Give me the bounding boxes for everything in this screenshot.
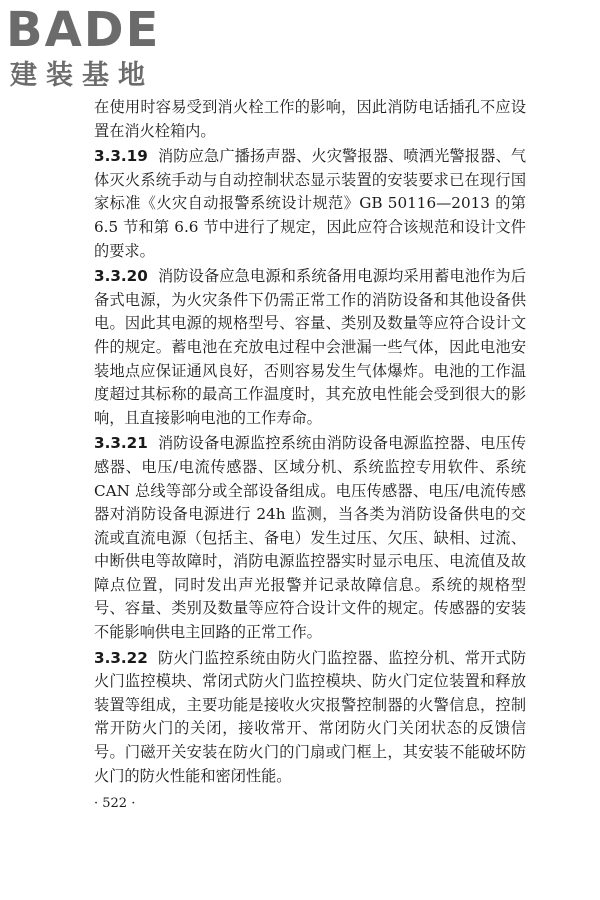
paragraph-text: 消防设备电源监控系统由消防设备电源监控器、电压传感器、电压/电流传感器、区域分机、系统监控专用软件、系统 CAN 总线等部分或全部设备组成。电压传感器、电压/电流传感器对消防设备电源进行 24h 监测，当各类为消防设备供电的交流或直流电源（包括主、备电）发生过压、欠压、缺相、过流、中断供电等故障时，消防电源监控器实时显示电压、电流值及故障点位置，同时发出声光报警并记录故障信息。系统的规格型号、容量、类别及数量等应符合设计文件的规定。传感器的安装不能影响供电主回路的正常工作。 (94, 434, 526, 642)
clause-3-3-22 (94, 647, 526, 789)
paragraph-text: 在使用时容易受到消火栓工作的影响，因此消防电话插孔不应设置在消火栓箱内。 (94, 98, 526, 140)
paragraph-text: 防火门监控系统由防火门监控器、监控分机、常开式防火门监控模块、常闭式防火门监控模块、防火门定位装置和释放装置等组成，主要功能是接收火灾报警控制器的火警信息，控制常开防火门的关闭，接收常开、常闭防火门关闭状态的反馈信号。门磁开关安装在防火门的门扇或门框上，其安装不能破坏防火门的防火性能和密闭性能。 (94, 648, 526, 785)
paragraph-text: 消防设备应急电源和系统备用电源均采用蓄电池作为后备式电源，为火灾条件下仍需正常工作的消防设备和其他设备供电。因此其电源的规格型号、容量、类别及数量等应符合设计文件的规定。蓄电池在充放电过程中会泄漏一些气体，因此电池安装地点应保证通风良好，否则容易发生气体爆炸。电池的工作温度超过其标称的最高工作温度时，其充放电性能会受到很大的影响，且直接影响电池的工作寿命。 (94, 267, 526, 427)
page-number: · 522 · (94, 796, 136, 811)
bade-logo (6, 4, 176, 96)
clause-3-3-21 (94, 432, 526, 644)
logo-wordmark: BADE (6, 2, 161, 58)
clause-number: 3.3.20 (94, 267, 148, 286)
clause-3-3-19 (94, 145, 526, 263)
paragraph-continued (94, 96, 526, 143)
logo-subtitle: 建装基地 (10, 60, 154, 91)
paragraph-text: 消防应急广播扬声器、火灾警报器、喷洒光警报器、气体灭火系统手动与自动控制状态显示装置的安装要求已在现行国家标准《火灾自动报警系统设计规范》GB 50116—2013 的第 6.5 节和第 6.6 节中进行了规定，因此应符合该规范和设计文件的要求。 (94, 147, 526, 260)
document-body (94, 96, 526, 788)
clause-number: 3.3.21 (94, 434, 148, 453)
clause-number: 3.3.22 (94, 648, 148, 667)
clause-3-3-20 (94, 265, 526, 430)
clause-number: 3.3.19 (94, 147, 148, 166)
